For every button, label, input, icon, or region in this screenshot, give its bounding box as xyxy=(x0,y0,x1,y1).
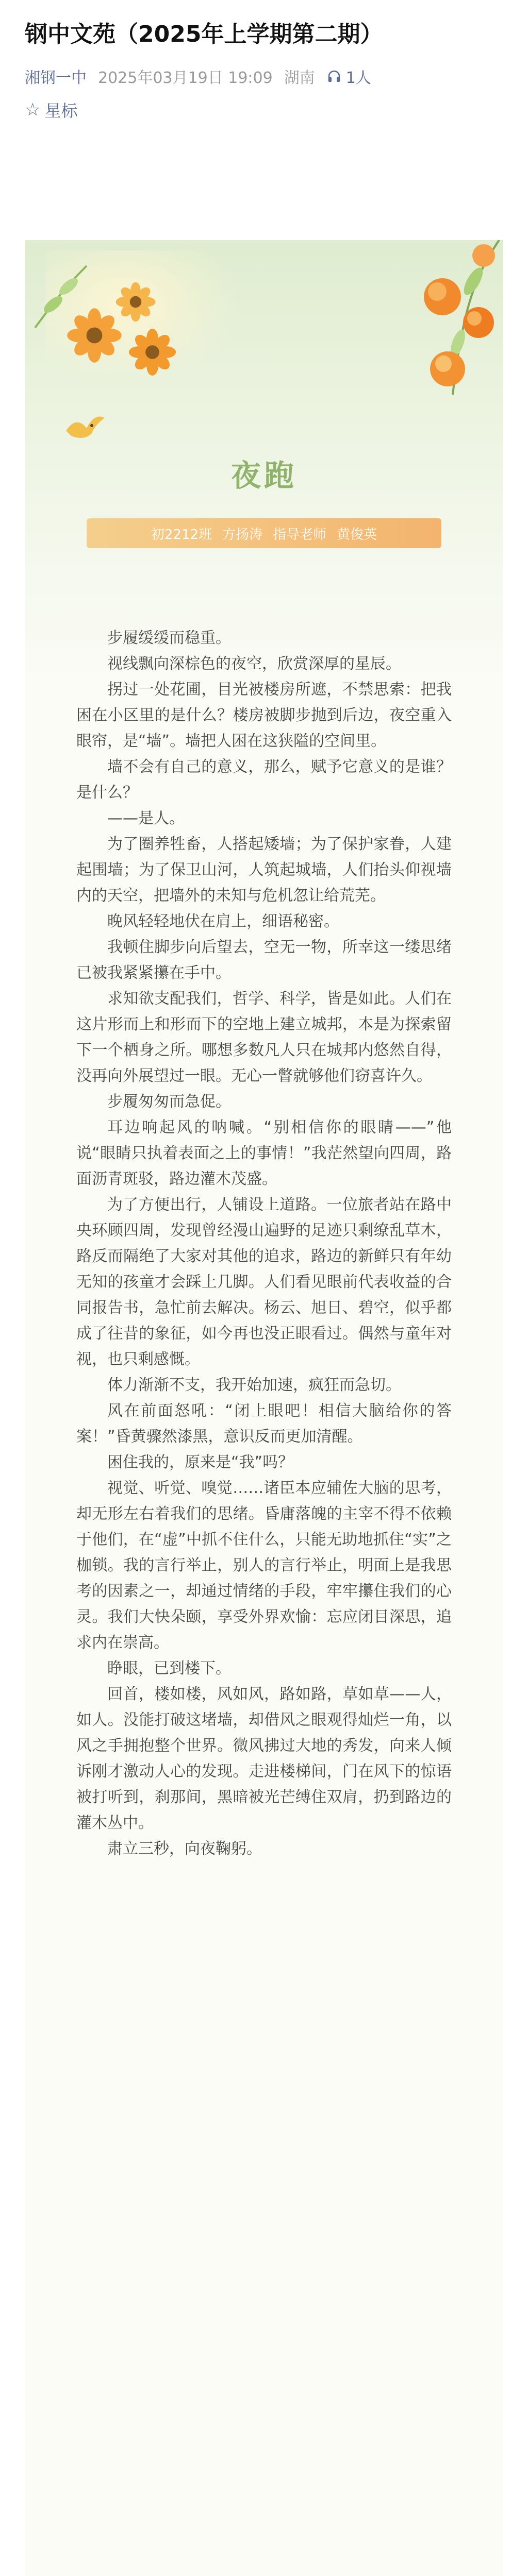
essay-paragraph: 肃立三秒，向夜鞠躬。 xyxy=(107,1840,262,1858)
star-label: 星标 xyxy=(44,101,78,121)
essay-paragraph: 为了方便出行，人铺设上道路。一位旅者站在路中央环顾四周，发现曾经漫山遍野的足迹只剩缭乱草木，路反而隔绝了大家对其他的追求，路边的新鲜只有年幼无知的孩童才会踩上几脚。人们看见眼前代表收益的合同报告书，急忙前去解决。杨云、旭日、碧空，似乎都成了往昔的象征，如今再也没正眼看过。偶然与童年对视，也只剩感慨。 xyxy=(76,1196,452,1368)
headphones-icon xyxy=(326,69,342,84)
essay-paragraph: 睁眼，已到楼下。 xyxy=(107,1659,231,1677)
essay-paragraph: 回首，楼如楼，风如风，路如路，草如草——人，如人。没能打破这堵墙，却借风之眼观得灿烂一角，以风之手拥抱整个世界。微风拂过大地的秀发，向来人倾诉刚才激动人心的发现。走进楼梯间，门在风下的惊语被打听到，刹那间，黑暗被光芒缚住双肩，扔到路边的灌木丛中。 xyxy=(76,1685,452,1832)
essay-paragraph: 风在前面怒吼：“闭上眼吧！相信大脑给你的答案！”昏黄骤然漆黑，意识反而更加清醒。 xyxy=(76,1402,452,1446)
essay-paragraph: 步履匆匆而急促。 xyxy=(107,1093,231,1111)
essay-paragraph: ——是人。 xyxy=(107,809,185,827)
blossom-branch-icon xyxy=(381,240,503,405)
star-icon: ☆ xyxy=(25,99,41,120)
essay-paragraph: 步履缓缓而稳重。 xyxy=(107,629,231,647)
article-meta xyxy=(25,65,503,88)
publish-date: 2025年03月19日 19:09 xyxy=(98,69,273,87)
article-title: 钢中文苑（2025年上学期第二期） xyxy=(25,21,383,47)
teacher-label: 指导老师 xyxy=(273,527,327,543)
essay-paragraph: 困住我的，原来是“我”吗？ xyxy=(107,1453,294,1471)
listen-count: 1人 xyxy=(345,69,371,87)
essay-paragraph: 墙不会有自己的意义，那么，赋予它意义的是谁？是什么？ xyxy=(76,758,452,802)
leaf-sprig-icon xyxy=(30,261,92,333)
account-name-link[interactable]: 湘钢一中 xyxy=(25,69,87,87)
essay-paragraph: 为了圈养牲畜，人搭起矮墙；为了保护家眷，人建起围墙；为了保卫山河，人筑起城墙，人们抬头仰视墙内的天空，把墙外的未知与危机忽让给荒芜。 xyxy=(76,835,452,905)
essay-body xyxy=(76,625,452,1862)
essay-paragraph: 视觉、听觉、嗅觉……诸臣本应辅佐大脑的思考，却无形左右着我们的思绪。昏庸落魄的主宰不得不依赖于他们，在“虚”中抓不住什么，只能无助地抓住“实”之枷锁。我的言行举止，别人的言行举止，明面上是我思考的因素之一，却通过情绪的手段，牢牢攥住我们的心灵。我们大快朵颐，享受外界欢愉：忘应闭目深思，追求内在崇高。 xyxy=(76,1479,452,1652)
star-button[interactable] xyxy=(25,98,503,122)
class-label: 初2212班 xyxy=(151,527,212,543)
essay-paragraph: 我顿住脚步向后望去，空无一物，所幸这一缕思绪已被我紧紧攥在手中。 xyxy=(76,938,452,982)
author-name: 方扬涛 xyxy=(222,527,263,543)
bird-icon xyxy=(61,410,107,446)
essay-paragraph: 视线飘向深棕色的夜空，欣赏深厚的星辰。 xyxy=(107,655,401,673)
essay-paragraph: 体力渐渐不支，我开始加速，疯狂而急切。 xyxy=(107,1376,401,1394)
essay-paragraph: 耳边响起风的呐喊。“别相信你的眼睛——”他说“眼睛只执着表面之上的事情！”我茫然望向四周，路面沥青斑驳，路边灌木茂盛。 xyxy=(76,1118,452,1188)
flower-icon xyxy=(115,281,156,323)
listen-button[interactable] xyxy=(326,65,371,88)
essay-paragraph: 晚风轻轻地伏在肩上，细语秘密。 xyxy=(107,912,339,930)
essay-title: 夜跑 xyxy=(230,458,297,493)
publish-location: 湖南 xyxy=(284,69,315,87)
teacher-name: 黄俊英 xyxy=(337,527,377,543)
flower-icon xyxy=(128,328,177,377)
article-paper xyxy=(25,240,503,2576)
essay-paragraph: 拐过一处花圃，目光被楼房所遮，不禁思索：把我困在小区里的是什么？楼房被脚步抛到后边，夜空重入眼帘，是“墙”。墙把人困在这狭隘的空间里。 xyxy=(76,681,452,750)
essay-paragraph: 求知欲支配我们，哲学、科学，皆是如此。人们在这片形而上和形而下的空地上建立城邦，本是为探索留下一个栖身之所。哪想多数凡人只在城邦内悠然自得，没再向外展望过一眼。无心一瞥就够他们窃喜许久。 xyxy=(76,990,452,1085)
article-header xyxy=(0,0,528,122)
author-info-bar xyxy=(87,518,441,548)
